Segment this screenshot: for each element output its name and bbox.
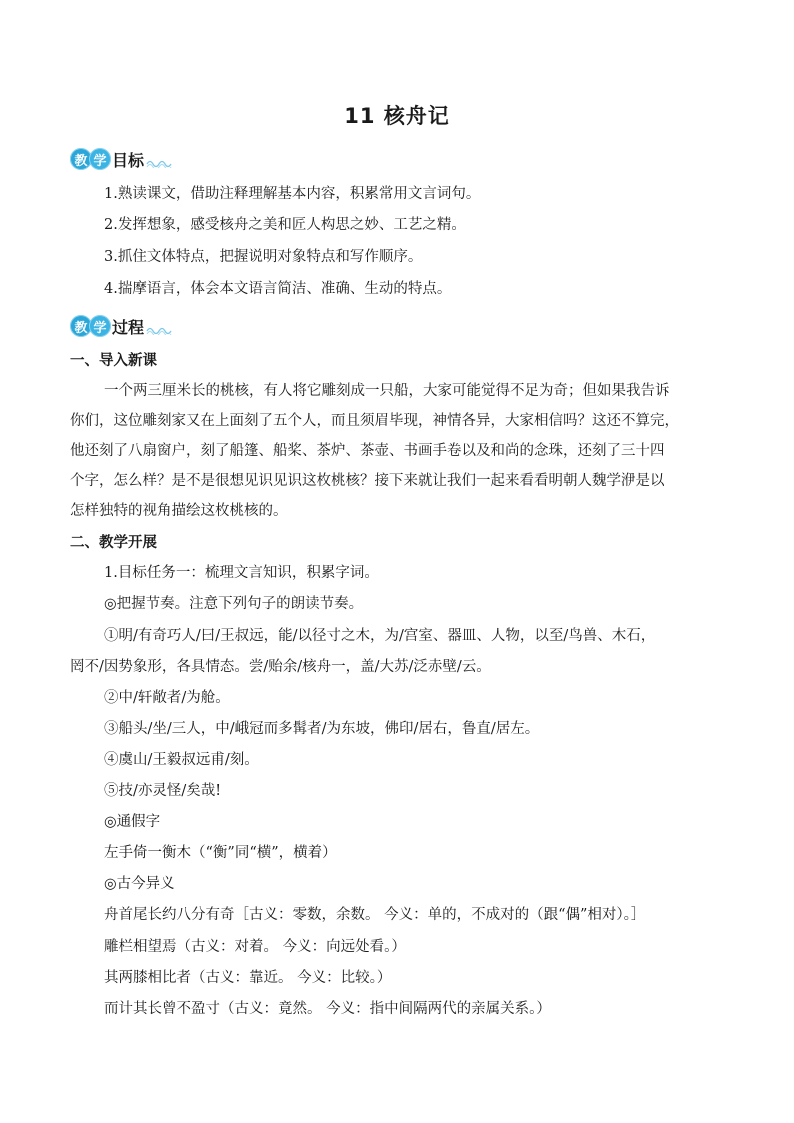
content-line: ③船头/坐/三人，中/峨冠而多髯者/为东坡，佛印/居右，鲁直/居左。 (104, 721, 540, 737)
content-line: ◎古今异义 (104, 876, 175, 892)
goal-item: 4.揣摩语言，体会本文语言简洁、准确、生动的特点。 (104, 281, 452, 297)
goal-item: 2.发挥想象，感受核舟之美和匠人构思之妙、工艺之精。 (104, 217, 466, 233)
badge-char: 教 (70, 315, 92, 337)
content-line: ④虞山/王毅叔远甫/刻。 (104, 752, 259, 768)
content-line: 而计其长曾不盈寸（古义：竟然。 今义：指中间隔两代的亲属关系。） (104, 1001, 551, 1017)
content-line: ⑤技/亦灵怪/矣哉! (104, 783, 222, 799)
content-line: 1.目标任务一：梳理文言知识，积累字词。 (104, 565, 379, 581)
paragraph-line: 怎样独特的视角描绘这枚桃核的。 (70, 503, 288, 519)
content-line: ①明/有奇巧人/曰/王叔远，能/以径寸之木，为/宫室、器皿、人物，以至/鸟兽、木石， (104, 628, 656, 644)
content-line: ②中/轩敞者/为舱。 (104, 690, 230, 706)
section-label-goals: 目标 (112, 150, 145, 170)
section-label-process: 过程 (112, 317, 145, 337)
badge-process (70, 315, 108, 337)
content-line: 罔不/因势象形，各具情态。尝/贻余/核舟一，盖/大苏/泛赤壁/云。 (70, 659, 491, 675)
wave-decoration-icon (146, 325, 172, 335)
content-line: ◎通假字 (104, 814, 161, 830)
paragraph-line: 他还刻了八扇窗户，刻了船篷、船桨、茶炉、茶壶、书画手卷以及和尚的念珠，还刻了三十四 (70, 443, 665, 459)
goal-item: 3.抓住文体特点，把握说明对象特点和写作顺序。 (104, 249, 423, 265)
content-line: 舟首尾长约八分有奇［古义：零数，余数。 今义：单的，不成对的（跟“偶”相对）。］ (104, 907, 646, 923)
content-line: ◎把握节奏。注意下列句子的朗读节奏。 (104, 596, 364, 612)
paragraph-line: 个字，怎么样？是不是很想见识见识这枚桃核？接下来就让我们一起来看看明朝人魏学洢是以 (70, 473, 665, 489)
section-header-process (70, 313, 172, 339)
content-line: 左手倚一衡木（“衡”同“横”，横着） (104, 845, 337, 861)
content-line: 其两膝相比者（古义：靠近。 今义：比较。） (104, 970, 392, 986)
section-header-goals (70, 146, 172, 172)
wave-decoration-icon (146, 158, 172, 168)
content-line: 雕栏相望焉（古义：对着。 今义：向远处看。） (104, 939, 406, 955)
badge-char: 教 (70, 148, 92, 170)
goal-item: 1.熟读课文，借助注释理解基本内容，积累常用文言词句。 (104, 186, 481, 202)
badge-goals (70, 148, 108, 170)
badge-char: 学 (89, 315, 111, 337)
badge-char: 学 (89, 148, 111, 170)
paragraph-line: 一个两三厘米长的桃核，有人将它雕刻成一只船，大家可能觉得不足为奇；但如果我告诉 (104, 383, 670, 399)
part2-heading: 二、教学开展 (70, 535, 157, 551)
page-title: 11 核舟记 (344, 104, 450, 128)
paragraph-line: 你们，这位雕刻家又在上面刻了五个人，而且须眉毕现，神情各异，大家相信吗？这还不算完， (70, 413, 679, 429)
part1-heading: 一、导入新课 (70, 353, 157, 369)
